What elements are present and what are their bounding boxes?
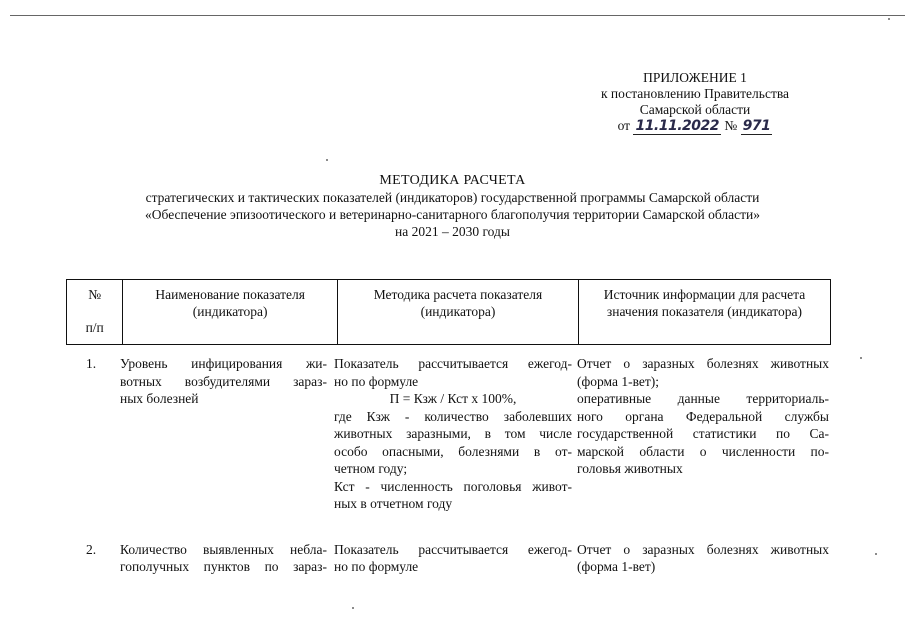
text-line: Кст - численность поголовья живот- [334,478,572,494]
text-line: (форма 1-вет) [577,559,656,574]
document-title-block [60,172,845,240]
row-indicator-name [116,541,331,576]
text-line: Отчет о заразных болезнях животных [577,541,829,557]
handwritten-number: 971 [742,118,771,134]
text-line: Показатель рассчитывается ежегод- [334,541,572,557]
text-line: но по формуле [334,373,419,389]
appendix-header [580,70,810,134]
page-top-edge [10,15,905,16]
text-line: головья животных [577,461,683,476]
row-number: 1. [85,356,97,371]
scan-speck [888,18,890,20]
row-information-source [575,355,831,513]
text-line: ных в отчетном году [334,496,453,511]
from-label: от [617,118,631,133]
header-indicator-name: Наименование показателя (индикатора) [123,280,338,345]
text-line: оперативные данные территориаль- [577,391,829,406]
document-subtitle-line-2: «Обеспечение эпизоотического и ветеринарно-санитарного благополучия территории Самарской области» [145,207,760,222]
appendix-line-1: к постановлению Правительства [600,86,790,101]
text-line: Количество выявленных небла- [120,541,327,557]
indicator-rows [66,355,831,576]
handwritten-date: 11.11.2022 [635,118,720,134]
scan-speck [326,159,328,161]
table-row [66,541,831,576]
scan-speck [352,607,354,609]
text-line: где Кзж - количество заболевших [334,408,572,424]
table-row [66,355,831,513]
header-calculation-method: Методика расчета показателя (индикатора) [338,280,579,345]
text-line: четном году; [334,461,408,476]
row-calculation-method [331,541,575,576]
text-line: вотных возбудителями зараз- [120,373,327,389]
document-subtitle-line-3: на 2021 – 2030 годы [395,224,510,239]
text-line: Отчет о заразных болезнях животных [577,356,829,371]
row-calculation-method [331,355,575,513]
appendix-line-2: Самарской области [639,102,751,117]
text-line: ных болезней [120,391,199,406]
row-indicator-name [116,355,331,513]
scan-speck [860,357,862,359]
text-line: Уровень инфицирования жи- [120,356,327,371]
document-title: МЕТОДИКА РАСЧЕТА [379,173,526,188]
header-information-source: Источник информации для расчета значения показателя (индикатора) [578,280,830,345]
text-line: ного органа Федеральной службы [577,408,829,424]
text-line: особо опасными, болезнями в от- [334,443,572,459]
row-number: 2. [85,541,97,557]
document-subtitle-line-1: стратегических и тактических показателей (индикаторов) государственной программы Самарской области [145,190,760,205]
number-label: № [724,118,738,133]
text-line: марской области о численности по- [577,443,829,459]
row-information-source [575,541,831,576]
formula: П = Кзж / Кст х 100%, [389,391,517,406]
text-line: государственной статистики по Са- [577,426,829,441]
header-number [67,280,123,345]
text-line: но по формуле [334,559,419,574]
header-number-symbol: № [88,287,102,302]
text-line: Показатель рассчитывается ежегод- [334,356,572,371]
text-line: (форма 1-вет); [577,373,660,389]
scan-speck [875,553,877,555]
text-line: животных заразными, в том числе [334,426,572,441]
appendix-title: ПРИЛОЖЕНИЕ 1 [643,70,747,85]
appendix-date-line [618,118,773,134]
indicator-table-header [66,279,831,345]
text-line: гополучных пунктов по зараз- [120,559,327,574]
header-number-pp: п/п [85,320,104,335]
